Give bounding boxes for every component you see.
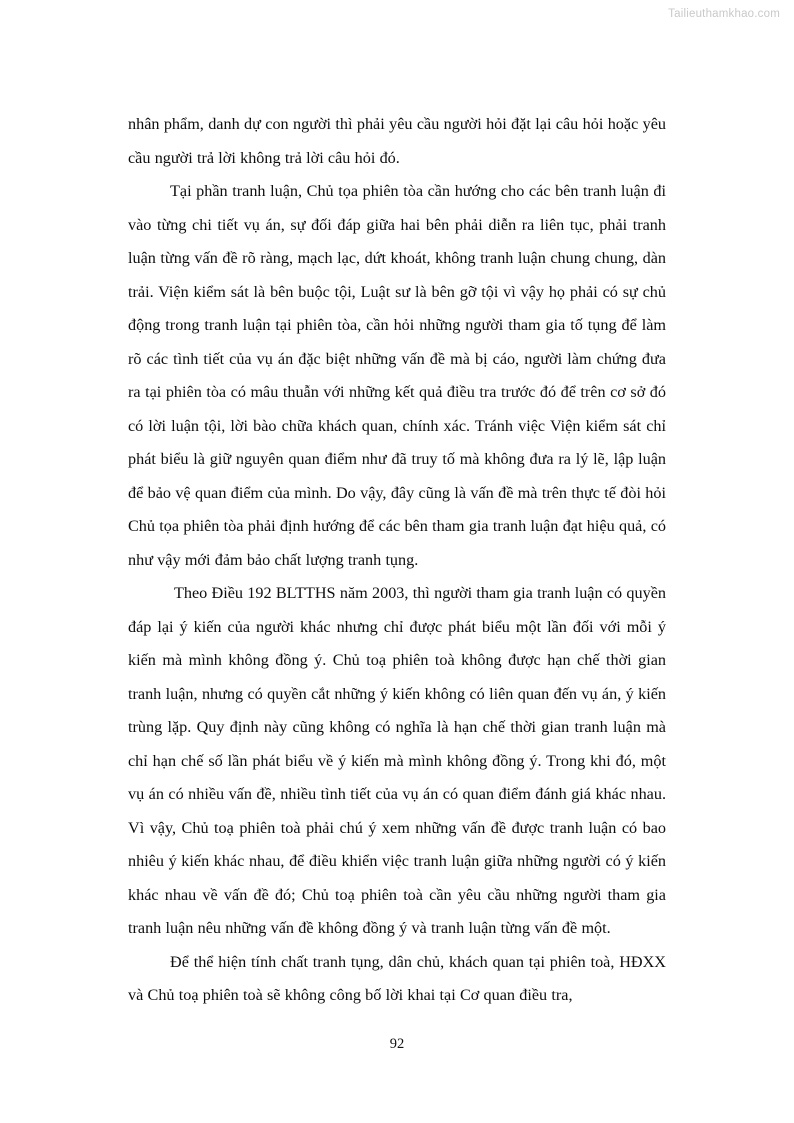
paragraph-3: Theo Điều 192 BLTTHS năm 2003, thì người tham gia tranh luận có quyền đáp lại ý kiến của người khác nhưng chỉ được phát biểu một lần đối với mỗi ý kiến mà mình không đồng ý. Chủ toạ phiên toà không được hạn chế thời gian tranh luận, nhưng có quyền cắt những ý kiến không có liên quan đến vụ án, ý kiến trùng lặp. Quy định này cũng không có nghĩa là hạn chế thời gian tranh luận mà chỉ hạn chế số lần phát biểu về ý kiến mà mình không đồng ý. Trong khi đó, một vụ án có nhiều vấn đề, nhiều tình tiết của vụ án có quan điểm đánh giá khác nhau. Vì vậy, Chủ toạ phiên toà phải chú ý xem những vấn đề được tranh luận có bao nhiêu ý kiến khác nhau, để điều khiển việc tranh luận giữa những người có ý kiến khác nhau về vấn đề đó; Chủ toạ phiên toà cần yêu cầu những người tham gia tranh luận nêu những vấn đề không đồng ý và tranh luận từng vấn đề một.: [128, 584, 666, 937]
paragraph-2: Tại phần tranh luận, Chủ tọa phiên tòa cần hướng cho các bên tranh luận đi vào từng chi tiết vụ án, sự đối đáp giữa hai bên phải diễn ra liên tục, phải tranh luận từng vấn đề rõ ràng, mạch lạc, dứt khoát, không tranh luận chung chung, dàn trải. Viện kiểm sát là bên buộc tội, Luật sư là bên gỡ tội vì vậy họ phải có sự chủ động trong tranh luận tại phiên tòa, cần hỏi những người tham gia tố tụng để làm rõ các tình tiết của vụ án đặc biệt những vấn đề mà bị cáo, người làm chứng đưa ra tại phiên tòa có mâu thuẫn với những kết quả điều tra trước đó để trên cơ sở đó có lời luận tội, lời bào chữa khách quan, chính xác. Tránh việc Viện kiểm sát chỉ phát biểu là giữ nguyên quan điểm như đã truy tố mà không đưa ra lý lẽ, lập luận để bảo vệ quan điểm của mình. Do vậy, đây cũng là vấn đề mà trên thực tế đòi hỏi Chủ tọa phiên tòa phải định hướng để các bên tham gia tranh luận đạt hiệu quả, có như vậy mới đảm bảo chất lượng tranh tụng.: [128, 182, 666, 569]
page-body: [128, 108, 666, 1013]
page-number: 92: [389, 1036, 405, 1052]
paragraph-1: nhân phẩm, danh dự con người thì phải yêu cầu người hỏi đặt lại câu hỏi hoặc yêu cầu người trả lời không trả lời câu hỏi đó.: [128, 115, 666, 167]
watermark-text: Tailieuthamkhao.com: [668, 8, 780, 20]
paragraph-4: Để thể hiện tính chất tranh tụng, dân chủ, khách quan tại phiên toà, HĐXX và Chủ toạ phiên toà sẽ không công bố lời khai tại Cơ quan điều tra,: [128, 952, 666, 1004]
